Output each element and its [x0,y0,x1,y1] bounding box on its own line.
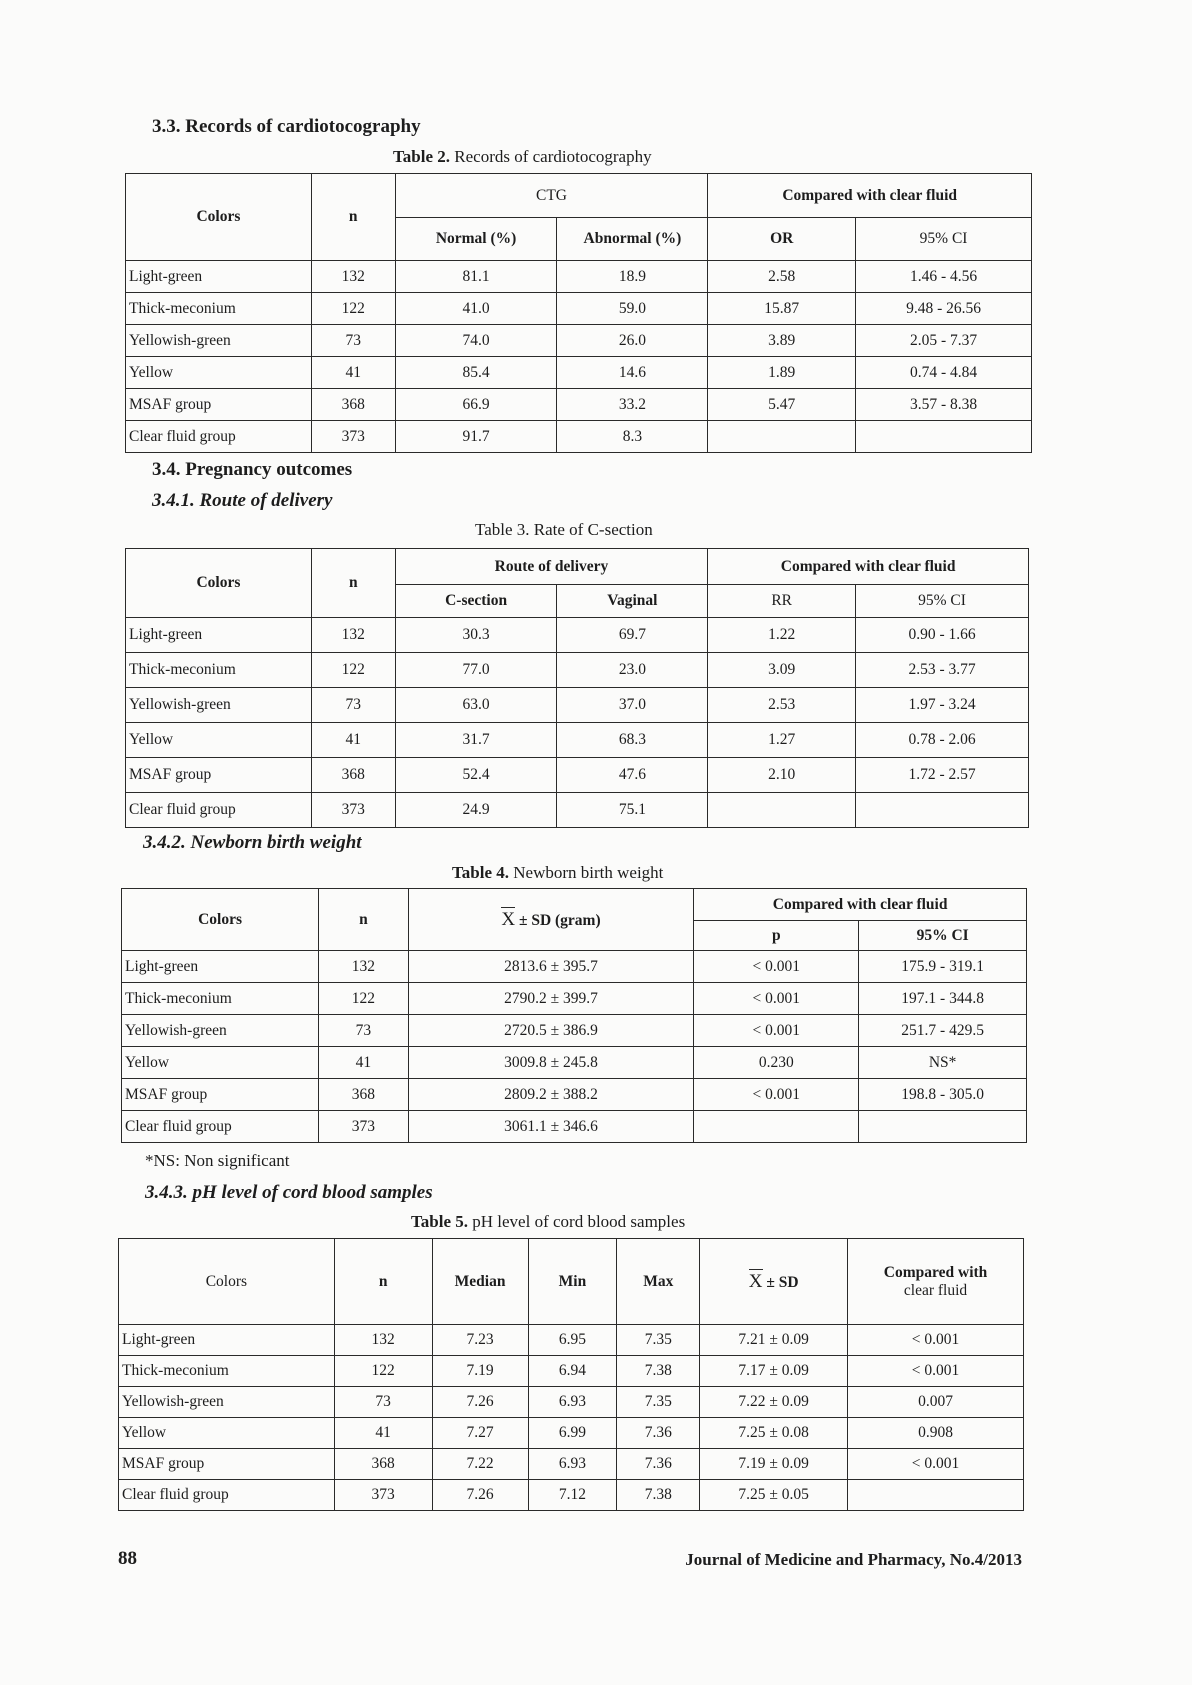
cell-or: 5.47 [708,389,856,421]
table-3-header-ci: 95% CI [856,585,1029,618]
row-label: Yellowish-green [126,688,312,723]
table-2-header-normal: Normal (%) [395,218,557,261]
cell-n: 132 [319,951,409,983]
table-5-header-mean-sd [700,1239,848,1325]
table-5-header-compared-line2: clear fluid [903,1281,968,1299]
cell-mean-sd: 7.25 ± 0.05 [700,1480,848,1511]
cell-n: 132 [334,1325,432,1356]
table-row [126,688,1029,723]
table-4 [121,888,1027,1143]
cell-normal: 85.4 [395,357,557,389]
cell-rr [708,793,856,828]
cell-n: 122 [319,983,409,1015]
cell-normal: 81.1 [395,261,557,293]
cell-csection: 31.7 [395,723,557,758]
cell-ci: 0.78 - 2.06 [856,723,1029,758]
cell-mean-sd: 2720.5 ± 386.9 [408,1015,694,1047]
cell-mean-sd: 7.25 ± 0.08 [700,1418,848,1449]
row-label: Yellow [126,357,312,389]
cell-mean-sd: 3009.8 ± 245.8 [408,1047,694,1079]
row-label: Thick-meconium [126,653,312,688]
table-5 [118,1238,1024,1511]
cell-min: 6.95 [528,1325,617,1356]
cell-abnormal: 18.9 [557,261,708,293]
cell-ci: 198.8 - 305.0 [859,1079,1027,1111]
table-2-caption [393,147,652,167]
cell-n: 41 [319,1047,409,1079]
cell-ci: 0.74 - 4.84 [856,357,1032,389]
cell-p: 0.230 [694,1047,859,1079]
cell-rr: 2.10 [708,758,856,793]
table-3-label: Table 3. [475,520,530,539]
cell-p: < 0.001 [848,1449,1024,1480]
cell-csection: 24.9 [395,793,557,828]
cell-ci: 175.9 - 319.1 [859,951,1027,983]
row-label: MSAF group [126,389,312,421]
table-row [119,1325,1024,1356]
table-row [126,357,1032,389]
row-label: Light-green [126,261,312,293]
cell-ci: 1.72 - 2.57 [856,758,1029,793]
cell-rr: 2.53 [708,688,856,723]
cell-max: 7.35 [617,1325,700,1356]
row-label: Thick-meconium [126,293,312,325]
cell-normal: 91.7 [395,421,557,453]
table-4-header-ci: 95% CI [859,921,1027,951]
cell-n: 368 [311,389,395,421]
cell-ci: 3.57 - 8.38 [856,389,1032,421]
table-row [126,293,1032,325]
table-5-header-sd: ± SD [766,1273,799,1291]
table-3-header-csection: C-section [395,585,557,618]
cell-n: 73 [311,325,395,357]
table-4-caption [452,863,663,883]
table-row [122,951,1027,983]
table-row [126,653,1029,688]
cell-n: 122 [311,653,395,688]
cell-n: 373 [311,793,395,828]
table-4-title: Newborn birth weight [513,863,664,882]
cell-mean-sd: 7.17 ± 0.09 [700,1356,848,1387]
cell-csection: 52.4 [395,758,557,793]
cell-p [848,1480,1024,1511]
row-label: Light-green [126,618,312,653]
row-label: Clear fluid group [126,793,312,828]
cell-or: 15.87 [708,293,856,325]
cell-median: 7.26 [432,1480,528,1511]
cell-or [708,421,856,453]
cell-ci: 197.1 - 344.8 [859,983,1027,1015]
cell-p: 0.908 [848,1418,1024,1449]
row-label: Yellow [122,1047,319,1079]
cell-p: < 0.001 [694,1015,859,1047]
cell-or: 2.58 [708,261,856,293]
cell-mean-sd: 7.21 ± 0.09 [700,1325,848,1356]
cell-mean-sd: 7.19 ± 0.09 [700,1449,848,1480]
table-row [126,325,1032,357]
table-4-header-colors: Colors [122,889,319,951]
cell-n: 368 [334,1449,432,1480]
cell-normal: 74.0 [395,325,557,357]
cell-vaginal: 47.6 [557,758,708,793]
cell-ci: 2.53 - 3.77 [856,653,1029,688]
cell-mean-sd: 2790.2 ± 399.7 [408,983,694,1015]
cell-n: 132 [311,261,395,293]
cell-min: 6.94 [528,1356,617,1387]
row-label: Clear fluid group [126,421,312,453]
table-4-header-xbar: X [501,908,516,930]
cell-p: 0.007 [848,1387,1024,1418]
cell-abnormal: 33.2 [557,389,708,421]
table-3-header-rr: RR [708,585,856,618]
section-heading-3-4-2: 3.4.2. Newborn birth weight [143,832,362,853]
row-label: Clear fluid group [122,1111,319,1143]
table-row [119,1356,1024,1387]
cell-median: 7.22 [432,1449,528,1480]
table-5-title: pH level of cord blood samples [472,1212,686,1231]
table-row [126,421,1032,453]
cell-n: 41 [311,723,395,758]
cell-csection: 63.0 [395,688,557,723]
table-2-label: Table 2. [393,147,451,166]
table-row [122,1111,1027,1143]
cell-abnormal: 8.3 [557,421,708,453]
cell-ci [856,793,1029,828]
table-row [119,1418,1024,1449]
table-3 [125,548,1029,828]
table-4-header-n: n [319,889,409,951]
table-row [122,1015,1027,1047]
cell-max: 7.38 [617,1480,700,1511]
row-label: Light-green [119,1325,335,1356]
table-5-label: Table 5. [411,1212,469,1231]
table-2-header-compared: Compared with clear fluid [708,174,1032,218]
section-heading-3-3: 3.3. Records of cardiotocography [152,116,421,137]
table-row [122,1047,1027,1079]
cell-n: 41 [311,357,395,389]
table-4-header-sd: ± SD (gram) [518,911,601,929]
table-3-title: Rate of C-section [533,520,653,539]
cell-n: 368 [311,758,395,793]
row-label: Yellow [126,723,312,758]
cell-vaginal: 68.3 [557,723,708,758]
cell-max: 7.36 [617,1449,700,1480]
cell-vaginal: 37.0 [557,688,708,723]
cell-rr: 1.27 [708,723,856,758]
table-5-header-compared [848,1239,1024,1325]
cell-ci: 2.05 - 7.37 [856,325,1032,357]
row-label: Thick-meconium [122,983,319,1015]
table-row [122,1079,1027,1111]
table-5-header-n: n [334,1239,432,1325]
cell-min: 7.12 [528,1480,617,1511]
cell-p: < 0.001 [694,983,859,1015]
cell-ci: NS* [859,1047,1027,1079]
table-row [126,723,1029,758]
row-label: Light-green [122,951,319,983]
section-heading-3-4-1: 3.4.1. Route of delivery [152,490,333,511]
table-row [119,1480,1024,1511]
table-2-header-colors: Colors [126,174,312,261]
cell-csection: 77.0 [395,653,557,688]
table-2 [125,173,1032,453]
row-label: Yellowish-green [119,1387,335,1418]
section-heading-3-4: 3.4. Pregnancy outcomes [152,459,353,480]
table-4-header-compared: Compared with clear fluid [694,889,1027,921]
table-4-header-mean-sd [408,889,694,951]
table-5-header-max: Max [617,1239,700,1325]
table-4-header-p: p [694,921,859,951]
cell-max: 7.35 [617,1387,700,1418]
table-5-header-compared-line1: Compared with [883,1263,988,1281]
cell-n: 373 [334,1480,432,1511]
table-5-header-colors: Colors [119,1239,335,1325]
table-3-caption [475,520,653,540]
table-row [126,389,1032,421]
cell-p [694,1111,859,1143]
cell-rr: 3.09 [708,653,856,688]
table-3-header-route: Route of delivery [395,549,708,585]
row-label: Yellowish-green [122,1015,319,1047]
page-number: 88 [118,1548,137,1569]
table-5-header-xbar: X [748,1270,763,1292]
cell-n: 132 [311,618,395,653]
cell-min: 6.93 [528,1387,617,1418]
table-4-label: Table 4. [452,863,510,882]
table-3-header-vaginal: Vaginal [557,585,708,618]
table-2-header-ctg: CTG [395,174,708,218]
cell-n: 368 [319,1079,409,1111]
table-2-header-n: n [311,174,395,261]
cell-ci: 0.90 - 1.66 [856,618,1029,653]
cell-mean-sd: 7.22 ± 0.09 [700,1387,848,1418]
cell-min: 6.99 [528,1418,617,1449]
cell-median: 7.19 [432,1356,528,1387]
cell-ci [859,1111,1027,1143]
table-2-header-ci: 95% CI [856,218,1032,261]
cell-mean-sd: 2809.2 ± 388.2 [408,1079,694,1111]
table-3-header-n: n [311,549,395,618]
cell-n: 122 [311,293,395,325]
table-2-title: Records of cardiotocography [454,147,652,166]
row-label: MSAF group [119,1449,335,1480]
cell-p: < 0.001 [848,1356,1024,1387]
table-2-header-abnormal: Abnormal (%) [557,218,708,261]
cell-n: 122 [334,1356,432,1387]
cell-normal: 41.0 [395,293,557,325]
cell-or: 1.89 [708,357,856,389]
cell-min: 6.93 [528,1449,617,1480]
cell-n: 73 [319,1015,409,1047]
table-row [126,793,1029,828]
cell-n: 41 [334,1418,432,1449]
table-row [126,261,1032,293]
table-row [122,983,1027,1015]
table-5-header-min: Min [528,1239,617,1325]
cell-p: < 0.001 [694,1079,859,1111]
table-row [119,1449,1024,1480]
cell-vaginal: 23.0 [557,653,708,688]
cell-n: 73 [311,688,395,723]
table-row [119,1387,1024,1418]
footnote-ns: *NS: Non significant [145,1151,290,1170]
row-label: MSAF group [126,758,312,793]
cell-median: 7.23 [432,1325,528,1356]
cell-or: 3.89 [708,325,856,357]
cell-abnormal: 14.6 [557,357,708,389]
cell-mean-sd: 3061.1 ± 346.6 [408,1111,694,1143]
journal-footer: Journal of Medicine and Pharmacy, No.4/2013 [685,1550,1022,1569]
row-label: Clear fluid group [119,1480,335,1511]
cell-normal: 66.9 [395,389,557,421]
cell-abnormal: 26.0 [557,325,708,357]
cell-p: < 0.001 [694,951,859,983]
cell-mean-sd: 2813.6 ± 395.7 [408,951,694,983]
cell-max: 7.38 [617,1356,700,1387]
table-3-header-compared: Compared with clear fluid [708,549,1029,585]
cell-ci: 9.48 - 26.56 [856,293,1032,325]
row-label: MSAF group [122,1079,319,1111]
cell-csection: 30.3 [395,618,557,653]
cell-rr: 1.22 [708,618,856,653]
table-5-header-median: Median [432,1239,528,1325]
cell-ci: 251.7 - 429.5 [859,1015,1027,1047]
row-label: Yellowish-green [126,325,312,357]
cell-ci: 1.46 - 4.56 [856,261,1032,293]
table-2-header-or: OR [708,218,856,261]
cell-p: < 0.001 [848,1325,1024,1356]
cell-median: 7.27 [432,1418,528,1449]
table-row [126,758,1029,793]
table-row [126,618,1029,653]
cell-median: 7.26 [432,1387,528,1418]
table-5-caption [411,1212,685,1232]
cell-abnormal: 59.0 [557,293,708,325]
cell-max: 7.36 [617,1418,700,1449]
row-label: Thick-meconium [119,1356,335,1387]
section-heading-3-4-3: 3.4.3. pH level of cord blood samples [145,1182,433,1203]
row-label: Yellow [119,1418,335,1449]
cell-ci: 1.97 - 3.24 [856,688,1029,723]
table-3-header-colors: Colors [126,549,312,618]
cell-n: 373 [311,421,395,453]
cell-vaginal: 75.1 [557,793,708,828]
cell-n: 373 [319,1111,409,1143]
cell-n: 73 [334,1387,432,1418]
cell-vaginal: 69.7 [557,618,708,653]
cell-ci [856,421,1032,453]
